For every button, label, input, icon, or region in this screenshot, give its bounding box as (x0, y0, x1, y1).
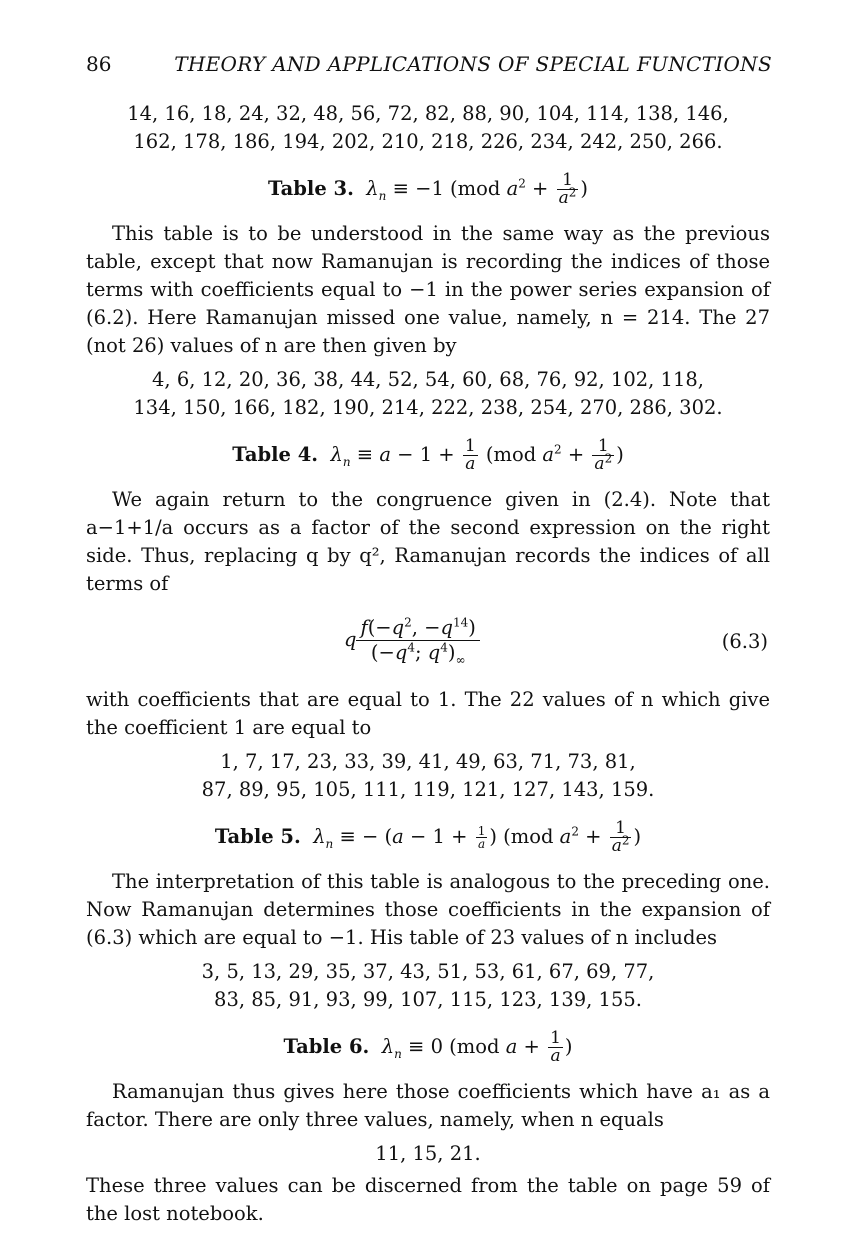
table4-paragraph-cont: with coefficients that are equal to 1. The 22 values of n which give the coefficient 1 are equal to (86, 688, 770, 739)
table6-paragraph: Ramanujan thus gives here those coefficients which have a₁ as a factor. There are only three values, namely, when n equals (86, 1080, 770, 1131)
list-line: 3, 5, 13, 29, 35, 37, 43, 51, 53, 61, 67, 69, 77, (201, 960, 655, 983)
list-line: 83, 85, 91, 93, 99, 107, 115, 123, 139, 155. (214, 988, 642, 1011)
table4-formula: $\lambda_n \equiv a - 1$ + $\frac{1}{a}$ (mod $a^2$ + $\frac{1}{a^2}$ ) (330, 436, 624, 474)
table5-label: Table 5. (214, 825, 301, 848)
list-line: 11, 15, 21. (375, 1142, 481, 1165)
equation-expression: q $\frac{f(-q^2, -q^{14})}{(-q^4; q^4)_\infty}$ (344, 616, 480, 665)
equation-number: (6.3) (721, 630, 768, 653)
list-line: 134, 150, 166, 182, 190, 214, 222, 238, 254, 270, 286, 302. (133, 396, 723, 419)
table6-formula: $\lambda_n \equiv 0$ (mod a + $\frac{1}{a}$ ) (381, 1028, 573, 1066)
table5-formula: $\lambda_n$ ≡ − (a − 1 + $\frac{1}{a}$ ) (mod $a^2$ + $\frac{1}{a^2}$ ) (313, 818, 642, 856)
list-line: 162, 178, 186, 194, 202, 210, 218, 226, 234, 242, 250, 266. (133, 130, 723, 153)
table4-heading (86, 436, 770, 474)
table3-formula: $\lambda_n \equiv -1$ (mod $a^2$ + $\frac{1}{a^2}$ ) (366, 170, 588, 208)
value-list-table2 (86, 100, 770, 156)
list-line: 4, 6, 12, 20, 36, 38, 44, 52, 54, 60, 68, 76, 92, 102, 118, (152, 368, 704, 391)
table5-paragraph: The interpretation of this table is analogous to the preceding one. Now Ramanujan determines those coefficients in the expansion of (6.3) which are equal to −1. His table of 23 values of n includes (86, 870, 770, 949)
page-body (86, 94, 770, 1228)
list-line: 14, 16, 18, 24, 32, 48, 56, 72, 82, 88, 90, 104, 114, 138, 146, (127, 102, 729, 125)
list-line: 1, 7, 17, 23, 33, 39, 41, 49, 63, 71, 73, 81, (220, 750, 636, 773)
value-list-table3 (86, 366, 770, 422)
closing-paragraph: These three values can be discerned from the table on page 59 of the lost notebook. (86, 1174, 770, 1225)
value-list-table4 (86, 748, 770, 804)
table4-label: Table 4. (232, 443, 319, 466)
table6-heading (86, 1028, 770, 1066)
page-header (86, 50, 772, 80)
value-list-table5 (86, 958, 770, 1014)
table6-label: Table 6. (283, 1035, 370, 1058)
equation-6-3 (86, 612, 770, 676)
running-title: THEORY AND APPLICATIONS OF SPECIAL FUNCTIONS (174, 52, 772, 76)
list-line: 87, 89, 95, 105, 111, 119, 121, 127, 143, 159. (201, 778, 655, 801)
page-number: 86 (86, 52, 112, 76)
table3-label: Table 3. (268, 177, 354, 200)
table3-heading (86, 170, 770, 208)
value-list-table6 (86, 1140, 770, 1168)
table3-paragraph: This table is to be understood in the same way as the previous table, except that now Ramanujan is recording the indices of those terms with coefficients equal to −1 in the power series expansion of (6.2). Here Ramanujan missed one value, namely, n = 214. The 27 (not 26) values of n are then given by (86, 222, 770, 357)
table4-paragraph: We again return to the congruence given in (2.4). Note that a−1+1/a occurs as a factor of the second expression on the right side. Thus, replacing q by q², Ramanujan records the indices of all terms of (86, 488, 770, 595)
table5-heading (86, 818, 770, 856)
